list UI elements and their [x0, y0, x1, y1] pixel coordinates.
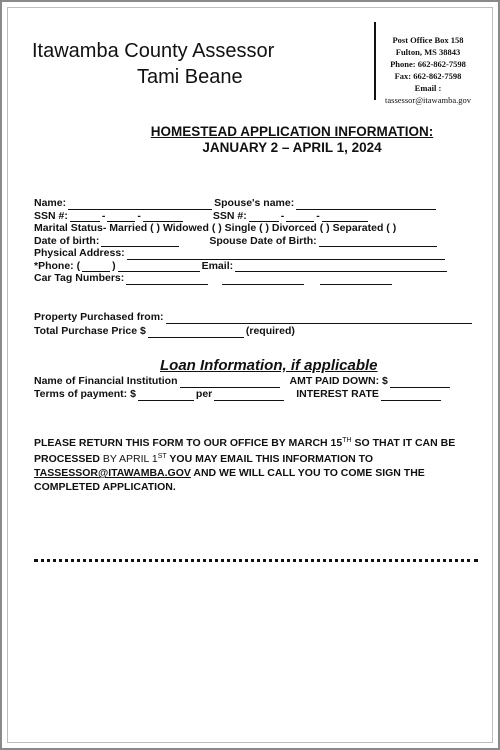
spouse-ssn-field-2[interactable] — [286, 212, 314, 222]
phone-paren: ) — [112, 259, 116, 272]
purchased-from-row — [34, 310, 484, 324]
phone-number-field[interactable] — [118, 262, 200, 272]
marital-status[interactable]: Marital Status- Married ( ) Widowed ( ) Single ( ) Divorced ( ) Separated ( ) — [34, 222, 397, 234]
ssn-field-1[interactable] — [70, 212, 100, 222]
form-title-line1: HOMESTEAD APPLICATION INFORMATION: — [150, 124, 434, 139]
car-tag-field-2[interactable] — [222, 275, 304, 285]
notice-text-1: PLEASE RETURN THIS FORM TO OUR OFFICE BY MARCH 15 — [34, 437, 343, 449]
per-field[interactable] — [214, 391, 284, 401]
institution-row — [34, 375, 484, 388]
car-tag-row — [34, 272, 484, 285]
cut-line — [34, 559, 478, 562]
car-tag-field-3[interactable] — [320, 275, 392, 285]
city-line: Fulton, MS 38843 — [395, 47, 461, 57]
phone-row — [34, 260, 484, 273]
interest-field[interactable] — [381, 391, 441, 401]
terms-row — [34, 388, 484, 401]
required-note: (required) — [245, 325, 295, 337]
per-label: per — [195, 388, 213, 400]
phone-area-field[interactable] — [82, 262, 110, 272]
email-label: Email: — [201, 259, 234, 272]
marital-row — [34, 222, 484, 235]
applicant-fields — [34, 197, 484, 285]
po-box: Post Office Box 158 — [392, 35, 464, 45]
org-name: Itawamba County Assessor — [32, 40, 275, 62]
terms-label: Terms of payment: $ — [34, 388, 136, 400]
total-price-row — [34, 324, 484, 338]
notice-text-4: YOU MAY EMAIL THIS INFORMATION TO — [166, 453, 374, 465]
terms-field[interactable] — [138, 391, 194, 401]
email-label: Email : — [414, 83, 442, 93]
purchased-from-label: Property Purchased from: — [34, 311, 164, 323]
spouse-name-field[interactable] — [296, 200, 436, 210]
return-notice — [34, 434, 474, 494]
notice-text-2: SO THAT IT CAN BE PROCESSED — [34, 437, 456, 465]
contact-block — [374, 34, 482, 106]
spouse-ssn-label: SSN #: — [212, 209, 247, 222]
purchased-from-field[interactable] — [166, 314, 472, 324]
notice-text-5: AND WE WILL CALL YOU TO COME SIGN THE COMPLETED APPLICATION. — [34, 467, 425, 493]
fax-line: Fax: 662-862-7598 — [394, 71, 462, 81]
total-price-label: Total Purchase Price $ — [34, 325, 146, 337]
dob-field[interactable] — [101, 237, 179, 247]
ssn-label: SSN #: — [34, 209, 68, 222]
email-field[interactable] — [235, 262, 447, 272]
contact-email: tassessor@itawamba.gov — [385, 95, 471, 105]
spouse-name-label: Spouse's name: — [214, 197, 295, 209]
phone-line: Phone: 662-862-7598 — [390, 59, 466, 69]
loan-heading: Loan Information, if applicable — [160, 357, 378, 374]
spouse-dob-field[interactable] — [319, 237, 437, 247]
interest-label: INTEREST RATE — [296, 388, 379, 400]
total-price-field[interactable] — [148, 328, 244, 338]
notice-sup-2: ST — [157, 453, 167, 460]
name-row — [34, 197, 484, 210]
address-row — [34, 247, 484, 260]
assessor-name: Tami Beane — [137, 66, 243, 88]
address-label: Physical Address: — [34, 247, 125, 259]
name-label: Name: — [34, 197, 67, 209]
car-tag-field-1[interactable] — [126, 275, 208, 285]
ssn-field-2[interactable] — [107, 212, 135, 222]
ssn-row: SSN #: - - SSN #: - - — [34, 210, 484, 223]
dob-label: Date of birth: — [34, 234, 100, 247]
name-field[interactable] — [68, 200, 212, 210]
dob-row — [34, 235, 484, 248]
address-field[interactable] — [127, 250, 445, 260]
notice-text-3: BY APRIL 1 — [102, 453, 158, 465]
form-title-line2: JANUARY 2 – APRIL 1, 2024 — [202, 140, 382, 155]
amt-paid-label: AMT PAID DOWN: $ — [289, 375, 388, 387]
header-title — [32, 38, 332, 90]
loan-section — [34, 375, 484, 401]
spouse-ssn-field-1[interactable] — [249, 212, 279, 222]
notice-email-link[interactable]: TASSESSOR@ITAWAMBA.GOV — [34, 467, 191, 479]
amt-paid-field[interactable] — [390, 378, 450, 388]
phone-label: *Phone: ( — [34, 259, 81, 272]
notice-sup-1: TH — [342, 437, 352, 444]
ssn-field-3[interactable] — [143, 212, 183, 222]
form-title — [92, 124, 492, 156]
car-tag-label: Car Tag Numbers: — [34, 272, 125, 284]
institution-field[interactable] — [180, 378, 280, 388]
institution-label: Name of Financial Institution — [34, 375, 178, 387]
property-section — [34, 310, 484, 338]
spouse-ssn-field-3[interactable] — [322, 212, 368, 222]
spouse-dob-label: Spouse Date of Birth: — [209, 234, 317, 247]
